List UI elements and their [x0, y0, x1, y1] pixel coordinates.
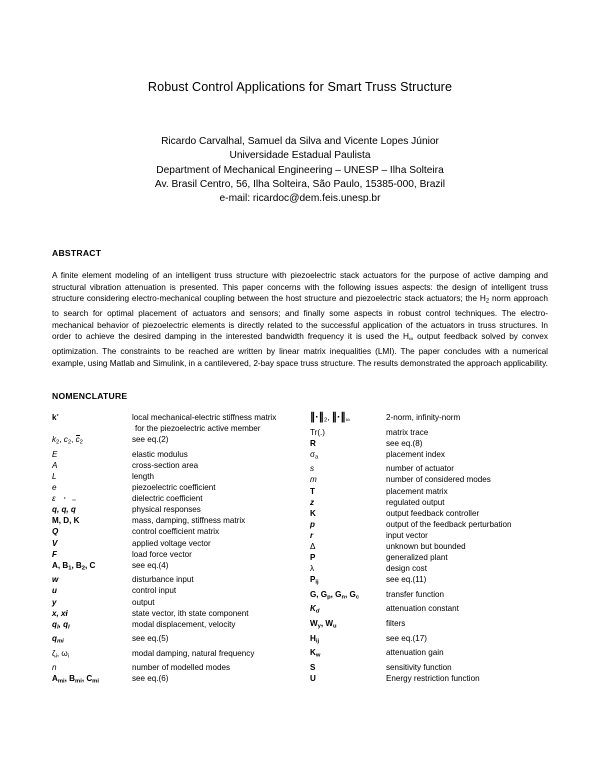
nom-description: filters [386, 618, 406, 628]
nom-description: modal damping, natural frequency [132, 648, 255, 658]
nom-desc-line-2: for the piezoelectric active member [135, 424, 261, 434]
nomenclature-row [52, 549, 310, 560]
nom-symbol-zeta-omega: ζi, ωi [52, 648, 69, 660]
nom-description: number of considered modes [386, 475, 491, 485]
nomenclature-row [310, 618, 548, 633]
nomenclature-row [52, 504, 310, 515]
nom-symbol-V: V [52, 538, 58, 548]
nom-symbol-M-D-K: M, D, K [52, 516, 80, 526]
nomenclature-heading: NOMENCLATURE [52, 391, 128, 402]
h2-norm-subscript: 2 [485, 298, 490, 305]
nom-symbol-S: S [310, 662, 316, 672]
nom-description: placement index [386, 449, 445, 459]
nom-description: state vector, ith state component [132, 608, 249, 618]
nom-description: see eq.(11) [386, 575, 427, 585]
nom-description: number of actuator [386, 464, 454, 474]
nom-description: see eq.(5) [132, 634, 169, 644]
nomenclature-column-right [310, 412, 548, 684]
nomenclature-row [310, 449, 548, 464]
nom-symbol-lambda: λ [310, 564, 315, 574]
nomenclature-row [310, 574, 548, 589]
nom-symbol-R: R [310, 438, 316, 448]
nom-symbol-e: e [52, 483, 57, 493]
nomenclature-row [310, 474, 548, 485]
nom-symbol-P: P [310, 553, 316, 563]
nom-description: generalized plant [386, 553, 448, 563]
nomenclature-row [52, 597, 310, 608]
nom-description: dielectric coefficient [132, 494, 203, 504]
nom-symbol-Ami-Bmi-Cmi: Ami, Bmi, Cmi [52, 674, 99, 685]
nom-symbol-F: F [52, 549, 57, 559]
author-names: Ricardo Carvalhal, Samuel da Silva and Vicente Lopes Júnior [161, 136, 439, 148]
nomenclature-row [52, 449, 310, 460]
nom-symbol-trace: Tr(.) [310, 427, 325, 437]
nom-symbol-u: u [52, 586, 57, 596]
page-title: Robust Control Applications for Smart Truss Structure [147, 80, 453, 94]
nomenclature-row [310, 427, 548, 438]
affiliation-department: Department of Mechanical Engineering – UNESP – Ilha Solteira [156, 164, 444, 176]
nom-description: length [132, 472, 155, 482]
nomenclature-row [310, 412, 548, 427]
nomenclature-row [310, 463, 548, 474]
nom-description: design cost [386, 564, 427, 574]
nom-description: mass, damping, stiffness matrix [132, 516, 246, 526]
abstract-paragraph [52, 270, 548, 369]
hinf-norm-subscript: ∞ [409, 336, 414, 343]
nom-symbol-k2-c2-cbar2: k2, c2, c2 [52, 435, 83, 446]
abstract-heading: ABSTRACT [52, 248, 102, 259]
abstract-text-part-1: A finite element modeling of an intelligent truss structure with piezoelectric stack actuators for the purpose of active damping and structural vibration attenuation is presented. This paper concerns with the following issues aspects: the design of intelligent truss structure considering electro-mechanical coupling between the host structure and piezoelectric stack actuators; the H [52, 271, 548, 304]
nom-symbol-w: w [52, 575, 59, 585]
nom-description: see eq.(17) [386, 633, 427, 643]
nom-description: see eq.(4) [132, 560, 169, 570]
nomenclature-table [52, 412, 548, 688]
nom-description: 2-norm, infinity-norm [386, 413, 461, 423]
nom-description: disturbance input [132, 575, 194, 585]
abstract-text-part-3: output feedback solved by convex optimization. The constraints to be reached are written by linear matrix inequalities (LMI). The paper concludes with a numerical example, using Matlab and Simulink, in a cantilevered, 2-bay space truss structure. The results demonstrated the approach applicability. [52, 332, 548, 368]
nom-symbol-y: y [52, 597, 57, 607]
nom-symbol-qI-qIdot: qI, q ˙I [52, 619, 132, 634]
nomenclature-row [52, 574, 310, 585]
nomenclature-row [52, 662, 310, 673]
nomenclature-row [52, 482, 310, 493]
nom-symbol-norms: ∥·∥2, ∥·∥∞ [310, 411, 350, 424]
nom-symbol-Pij: Pij [310, 575, 319, 586]
nom-description: attenuation gain [386, 648, 444, 658]
nom-description: output feedback controller [386, 508, 480, 518]
nomenclature-column-left [52, 412, 310, 688]
nomenclature-row [310, 563, 548, 574]
nom-description: unknown but bounded [386, 542, 466, 552]
author-email: e-mail: ricardoc@dem.feis.unesp.br [219, 192, 381, 204]
nomenclature-row [52, 471, 310, 482]
nomenclature-row [52, 515, 310, 526]
nomenclature-row [52, 560, 310, 575]
nomenclature-row [52, 673, 310, 688]
nom-symbol-K: K [310, 508, 316, 518]
nom-description: input vector [386, 530, 428, 540]
nom-symbol-U: U [310, 673, 316, 683]
nom-description: sensitivity function [386, 662, 452, 672]
nom-description: output [132, 597, 155, 607]
nom-description [132, 412, 310, 434]
nomenclature-row [52, 648, 310, 663]
nom-description: elastic modulus [132, 449, 188, 459]
nomenclature-row [310, 603, 548, 618]
nom-symbol-L: L [52, 472, 57, 482]
nomenclature-row [52, 412, 310, 434]
nom-description: Energy restriction function [386, 673, 480, 683]
nom-symbol-A-B1-B2-C: A, B1, B2, C [52, 560, 96, 572]
nomenclature-row [310, 530, 548, 541]
nom-description: applied voltage vector [132, 538, 211, 548]
nomenclature-row [52, 526, 310, 537]
nom-description: placement matrix [386, 486, 448, 496]
nom-symbol-sigma-a: σa [310, 449, 319, 461]
nomenclature-row [310, 497, 548, 508]
nomenclature-row [310, 647, 548, 662]
nom-symbol-Wy-Wu: Wy, Wu [310, 618, 337, 630]
abstract-text-part-2: norm approach to search for optimal placement of actuators and sensors; and finally some aspects in robust control techniques. The electro-mechanical behavior of piezoelectric elements is directly related to the successful application of the actuators in truss structures. In order to achieve the desired damping in the interested bandwidth frequency it is used the H [52, 294, 548, 342]
nomenclature-row [310, 438, 548, 449]
nomenclature-row [52, 585, 310, 596]
nom-description: transfer function [386, 589, 445, 599]
nomenclature-row [310, 519, 548, 530]
nom-description: number of modelled modes [132, 663, 231, 673]
nom-symbol-T: T [310, 486, 315, 496]
nom-symbol-A: A [52, 460, 58, 470]
nomenclature-row [52, 493, 310, 504]
nom-description: load force vector [132, 549, 192, 559]
nomenclature-row [310, 541, 548, 552]
nom-description: cross-section area [132, 460, 199, 470]
nomenclature-row [310, 673, 548, 684]
nom-symbol-Kd: Kd [310, 604, 320, 615]
nom-description: output of the feedback perturbation [386, 519, 512, 529]
nom-symbol-E: E [52, 449, 58, 459]
nom-symbol-epsilon: ε [52, 494, 56, 504]
nomenclature-row [310, 589, 548, 604]
nomenclature-row [310, 633, 548, 648]
nom-description: modal displacement, velocity [132, 619, 236, 629]
nom-description: regulated output [386, 497, 445, 507]
nomenclature-row [52, 619, 310, 634]
affiliation-address: Av. Brasil Centro, 56, Ilha Solteira, São Paulo, 15385-000, Brazil [154, 178, 446, 190]
nomenclature-row [310, 508, 548, 519]
nom-symbol-qmi: qmi [52, 634, 64, 645]
nom-description: physical responses [132, 505, 201, 515]
nom-description: matrix trace [386, 427, 429, 437]
nomenclature-row [52, 460, 310, 471]
nom-symbol-n: n [52, 663, 57, 673]
nom-description: attenuation constant [386, 604, 459, 614]
nomenclature-row [52, 633, 310, 648]
nom-symbol-delta: Δ [310, 542, 316, 552]
nom-symbol-z: z [310, 497, 315, 507]
author-affiliation-block [52, 135, 548, 206]
nom-description: see eq.(6) [132, 674, 169, 684]
affiliation-university: Universidade Estadual Paulista [229, 150, 371, 162]
nomenclature-row [310, 662, 548, 673]
nomenclature-row [52, 608, 310, 619]
nomenclature-row [52, 538, 310, 549]
nom-symbol-Q: Q [52, 527, 59, 537]
nom-description: control coefficient matrix [132, 527, 220, 537]
nom-symbol-q-qdot-qddot: q, q ˙, q ¨ [52, 504, 132, 515]
nom-symbol-Kw: Kw [310, 648, 321, 659]
nom-symbol-k-star: k* [52, 413, 59, 423]
nom-description: see eq.(8) [386, 438, 423, 448]
nomenclature-row [310, 552, 548, 563]
nom-symbol-p: p [310, 519, 315, 529]
nomenclature-row [310, 486, 548, 497]
nomenclature-row [52, 434, 310, 449]
nom-symbol-x-xi: x, xi [52, 608, 68, 618]
nom-symbol-r: r [310, 530, 314, 540]
nom-desc-line-1: local mechanical-electric stiffness matrix [132, 413, 277, 423]
nom-symbol-s: s [310, 464, 315, 474]
nom-description: control input [132, 586, 177, 596]
nom-description: piezoelectric coefficient [132, 483, 216, 493]
nom-symbol-m: m [310, 475, 317, 485]
nom-symbol-G-family: G, Gp, Gn, Gc [310, 589, 360, 601]
nom-symbol-Hij: Hij [310, 633, 320, 644]
nom-description: see eq.(2) [132, 435, 169, 445]
